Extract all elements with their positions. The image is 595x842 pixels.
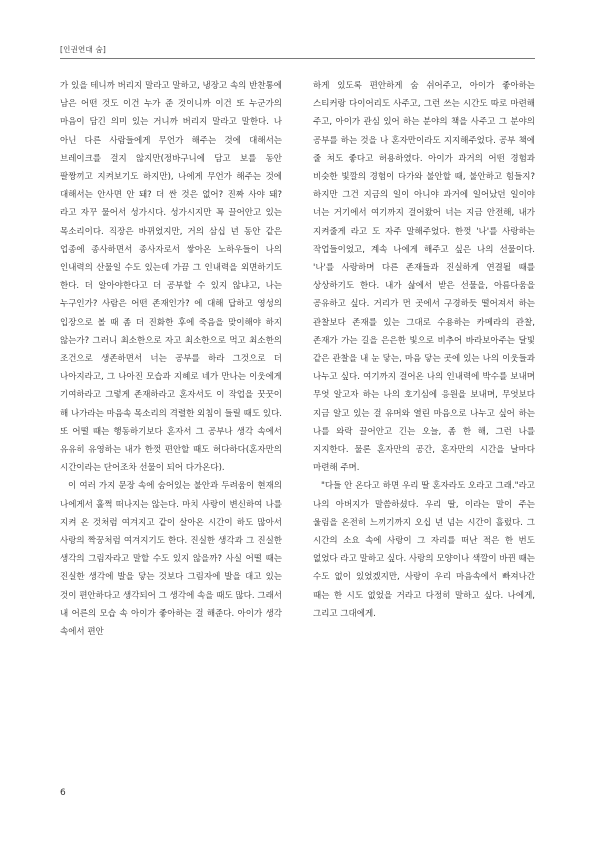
paragraph: "다들 안 온다고 하면 우리 딸 혼자라도 오라고 그래."라고 나의 아버지가 말씀하셨다. 우리 딸, 이라는 말이 주는 울림을 온전히 느끼기까지 오십 년 넘는 시간이 흘렀다. 그 시간의 소요 속에 사랑이 그 자리를 떠난 적은 한 번도 없었다 라고 말하고 싶다. 사랑의 모양이나 색깔이 바뀐 때는 수도 없이 있었겠지만, 사랑이 우리 마음속에서 빠져나간 때는 한 시도 없었을 거라고 다정히 말하고 싶다. 나에게, 그리고 그대에게. (313, 481, 535, 619)
running-header: [인권연대 숨] (60, 45, 107, 54)
left-column (60, 77, 282, 641)
right-column (313, 77, 535, 623)
paragraph: 하게 있도록 편안하게 숨 쉬어주고, 아이가 좋아하는 스티커랑 다이어리도 사주고, 그런 쓰는 시간도 따로 마련해 주고, 아이가 관심 있어 하는 분야의 책을 사주고 그 분야의 공부를 하는 것을 나 혼자만이라도 지지해주었다. 공부 책에 줄 쳐도 좋다고 허용하였다. 아이가 과거의 어떤 경험과 비슷한 빛깔의 경험이 다가와 불안할 때, 불안하고 힘들지? 하지만 그건 지금의 일이 아니야 과거에 일어났던 일이야 너는 거기에서 여기까지 걸어왔어 너는 지금 안전해, 내가 지켜줄게 라고 도 자주 말해주었다. 한껏 '나'를 사랑하는 작업들이었고, 계속 나에게 해주고 싶은 나의 선물이다. '나'를 사랑하며 다른 존재들과 진실하게 연결될 때를 상상하기도 한다. 내가 삶에서 받은 선물을, 아름다움을 공유하고 싶다. 거리가 먼 곳에서 구경하듯 떨어져서 하는 관찰보다 존재를 있는 그대로 수용하는 카메라의 관찰, 존재가 가는 길을 은은한 빛으로 비추어 바라보아주는 달빛 같은 관찰을 내 눈 닿는, 마음 닿는 곳에 있는 나의 이웃들과 나누고 싶다. 여기까지 걸어온 나의 인내력에 박수를 보내며 무엇 알고자 하는 나의 호기심에 응원을 보내며, 무엇보다 지금 알고 있는 걸 유머와 열린 마음으로 나누고 싶어 하는 나를 와락 끌어안고 긴는 오늘, 좀 한 해, 그런 나를 지지한다. 물론 혼자만의 공간, 혼자만의 시간을 날마다 마련해 주며. (313, 81, 535, 474)
paragraph: 이 여러 가지 문장 속에 숨어있는 불안과 두려움이 현재의 나에게서 훌쩍 떠나지는 않는다. 마치 사랑이 변신하여 나를 지켜 온 것처럼 여겨지고 같이 살아온 시간이 하도 많아서 사랑의 짝꿍처럼 여겨지기도 한다. 진실한 생각과 그 진실한 생각의 그림자라고 말할 수도 있지 않을까? 사실 어떨 때는 진실한 생각에 발을 닿는 것보다 그림자에 발을 대고 있는 것이 편안하다고 생각되어 그 생각에 속을 때도 많다. 그래서 내 어른의 모습 속 아이가 좋아하는 걸 해준다. 아이가 생각 속에서 편안 (60, 481, 282, 638)
page-number: 6 (60, 788, 66, 798)
header-divider (60, 58, 535, 59)
paragraph: 가 있을 테니까 버리지 말라고 말하고, 냉장고 속의 반찬통에 남은 어떤 것도 이건 누가 준 것이니까 이건 또 누군가의 마음이 담긴 의미 있는 거니까 버리지 말라고 말한다. 나 아닌 다른 사람들에게 무언가 해주는 것에 대해서는 브레이크를 걸지 않지만(정바구니에 담고 보를 동안 팔짱끼고 지켜보기도 하지만), 나에게 무언가 해주는 것에 대해서는 안사면 안 돼? 더 싼 것은 없어? 진짜 사야 돼? 라고 자꾸 물어서 성가시다. 성가시지만 꼭 끌어안고 있는 목소리이다. 직장은 바뀌었지만, 거의 삼십 년 동안 같은 업종에 종사하면서 종사자로서 쌓아온 노하우들이 나의 인내력의 산물일 수도 있는데 가끔 그 인내력을 외면하기도 한다. 더 알아야한다고 더 공부할 수 있지 않냐고, 나는 누구인가? 사람은 어떤 존재인가? 에 대해 답하고 영성의 입장으로 볼 때 좀 더 진화한 후에 죽음을 맞이해야 하지 않는가? 그러니 최소한으로 자고 최소한으로 먹고 최소한의 조건으로 생존하면서 너는 공부를 하라 그것으로 더 나아지라고, 그 나아진 모습과 지혜로 네가 만나는 이웃에게 기여하라고 그렇게 존재하라고 혼자서도 이 작업을 꿋꿋이 해 나가라는 마음속 목소리의 격렬한 외침이 들릴 때도 있다. 또 어떨 때는 행동하기보다 혼자서 그 공부나 생각 속에서 유유히 유영하는 내가 한껏 편안할 때도 허다하다(혼자만의 시간이라는 단어조차 선물이 되어 다가온다). (60, 81, 282, 474)
